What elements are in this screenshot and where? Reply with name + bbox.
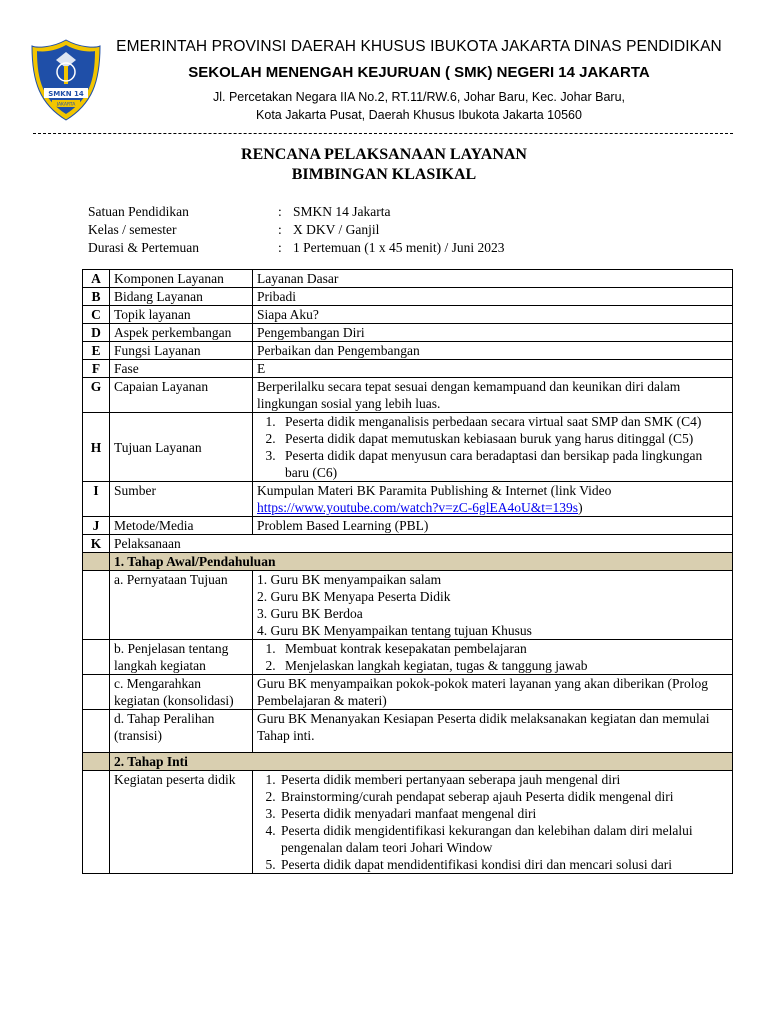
table-row <box>83 482 733 517</box>
row-value: Siapa Aku? <box>253 306 733 324</box>
letterhead-line-1: EMERINTAH PROVINSI DAERAH KHUSUS IBUKOTA JAKARTA DINAS PENDIDIKAN <box>116 38 722 55</box>
row-label: Tujuan Layanan <box>110 413 253 482</box>
info-sep: : <box>278 240 282 255</box>
row-value-list <box>253 413 733 482</box>
table-row <box>83 324 733 342</box>
step-value: Guru BK menyampaikan pokok-pokok materi layanan yang akan diberikan (Prolog Pembelajaran & materi) <box>253 675 733 710</box>
info-value: SMKN 14 Jakarta <box>293 204 391 219</box>
empty-cell <box>83 640 110 675</box>
step-value <box>253 571 733 640</box>
row-letter: F <box>83 360 110 378</box>
list-item: 3. Peserta didik dapat menyusun cara beradaptasi dan bersikap pada lingkungan baru (C6) <box>279 447 728 481</box>
info-value: 1 Pertemuan (1 x 45 menit) / Juni 2023 <box>293 240 505 255</box>
row-letter: I <box>83 482 110 517</box>
section-title: 2. Tahap Inti <box>110 753 733 771</box>
row-label: Capaian Layanan <box>110 378 253 413</box>
list-item: 1. Membuat kontrak kesepakatan pembelajaran <box>279 640 728 657</box>
letterhead-school-name: SEKOLAH MENENGAH KEJURUAN ( SMK) NEGERI 14 JAKARTA <box>188 64 650 81</box>
video-link[interactable]: https://www.youtube.com/watch?v=zC-6glEA4oU&t=139s <box>257 500 579 515</box>
section-header-awal <box>83 553 733 571</box>
info-sep: : <box>278 204 282 219</box>
row-label: Topik layanan <box>110 306 253 324</box>
logo-subtext: JAKARTA <box>56 102 76 108</box>
row-value: Perbaikan dan Pengembangan <box>253 342 733 360</box>
row-label: Fungsi Layanan <box>110 342 253 360</box>
list-item: 2. Guru BK Menyapa Peserta Didik <box>257 589 451 604</box>
table-row <box>83 306 733 324</box>
info-key: Kelas / semester <box>88 222 177 237</box>
step-label: d. Tahap Peralihan (transisi) <box>110 710 253 753</box>
step-value <box>253 771 733 874</box>
section-spacer <box>83 753 110 771</box>
info-key: Durasi & Pertemuan <box>88 240 199 255</box>
table-row <box>83 640 733 675</box>
list-item: 4. Peserta didik mengidentifikasi kekurangan dan kelebihan dalam diri melalui pengenalan dalam teori Johari Window <box>279 822 728 856</box>
table-row <box>83 675 733 710</box>
table-row <box>83 360 733 378</box>
list-item: 1. Peserta didik menganalisis perbedaan secara virtual saat SMP dan SMK (C4) <box>279 413 728 430</box>
tujuan-list <box>257 413 728 481</box>
empty-cell <box>83 710 110 753</box>
row-value: E <box>253 360 733 378</box>
source-close: ) <box>578 500 583 515</box>
info-sep: : <box>278 222 282 237</box>
table-row <box>83 413 733 482</box>
table-row <box>83 517 733 535</box>
list-item: 1. Peserta didik memberi pertanyaan seberapa jauh mengenal diri <box>279 771 728 788</box>
row-letter: C <box>83 306 110 324</box>
row-value <box>253 482 733 517</box>
letterhead-address-2: Kota Jakarta Pusat, Daerah Khusus Ibukota Jakarta 10560 <box>256 108 582 122</box>
row-letter: H <box>83 413 110 482</box>
empty-cell <box>83 675 110 710</box>
logo-text: SMKN 14 <box>48 90 84 98</box>
step-label: a. Pernyataan Tujuan <box>110 571 253 640</box>
source-text: Kumpulan Materi BK Paramita Publishing & Internet (link Video <box>257 483 612 498</box>
document-title: RENCANA PELAKSANAAN LAYANAN <box>241 146 527 163</box>
row-letter: K <box>83 535 110 553</box>
table-row <box>83 710 733 753</box>
row-value: Pengembangan Diri <box>253 324 733 342</box>
row-value: Layanan Dasar <box>253 270 733 288</box>
info-block <box>88 203 688 257</box>
list-item: 3. Guru BK Berdoa <box>257 606 363 621</box>
info-row <box>88 203 688 221</box>
row-label: Bidang Layanan <box>110 288 253 306</box>
empty-cell <box>83 571 110 640</box>
table-row <box>83 571 733 640</box>
langkah-list <box>257 640 728 674</box>
row-label: Metode/Media <box>110 517 253 535</box>
row-letter: B <box>83 288 110 306</box>
section-spacer <box>83 553 110 571</box>
step-value: Guru BK Menanyakan Kesiapan Peserta didik melaksanakan kegiatan dan memulai Tahap inti. <box>253 710 733 753</box>
list-item: 4. Guru BK Menyampaikan tentang tujuan Khusus <box>257 623 532 638</box>
table-row <box>83 270 733 288</box>
school-logo <box>30 38 102 122</box>
row-letter: A <box>83 270 110 288</box>
info-row <box>88 221 688 239</box>
table-row <box>83 342 733 360</box>
list-item: 2. Menjelaskan langkah kegiatan, tugas & tanggung jawab <box>279 657 728 674</box>
row-value: Problem Based Learning (PBL) <box>253 517 733 535</box>
letterhead-address-1: Jl. Percetakan Negara IIA No.2, RT.11/RW.6, Johar Baru, Kec. Johar Baru, <box>212 90 625 104</box>
step-value <box>253 640 733 675</box>
kegiatan-list <box>257 771 728 873</box>
list-item: 2. Peserta didik dapat memutuskan kebiasaan buruk yang harus ditinggal (C5) <box>279 430 728 447</box>
list-item: 3. Peserta didik menyadari manfaat mengenal diri <box>279 805 728 822</box>
row-value: Pribadi <box>253 288 733 306</box>
table-row <box>83 288 733 306</box>
table-row <box>83 535 733 553</box>
table-row <box>83 771 733 874</box>
section-header-inti <box>83 753 733 771</box>
list-item: 5. Peserta didik dapat mendidentifikasi kondisi diri dan mencari solusi dari <box>279 856 728 873</box>
step-label: Kegiatan peserta didik <box>110 771 253 874</box>
row-value: Berperilalku secara tepat sesuai dengan kemampuand dan keunikan diri dalam lingkungan sosial yang lebih luas. <box>253 378 733 413</box>
section-title: 1. Tahap Awal/Pendahuluan <box>110 553 733 571</box>
row-letter: G <box>83 378 110 413</box>
plan-table <box>82 269 733 874</box>
document-subtitle: BIMBINGAN KLASIKAL <box>291 166 477 183</box>
table-row <box>83 378 733 413</box>
row-label: Sumber <box>110 482 253 517</box>
list-item: 2. Brainstorming/curah pendapat seberap ajauh Peserta didik mengenal diri <box>279 788 728 805</box>
empty-cell <box>83 771 110 874</box>
step-label: c. Mengarahkan kegiatan (konsolidasi) <box>110 675 253 710</box>
row-label: Komponen Layanan <box>110 270 253 288</box>
info-value: X DKV / Ganjil <box>293 222 380 237</box>
row-label: Fase <box>110 360 253 378</box>
row-label: Pelaksanaan <box>110 535 733 553</box>
row-label: Aspek perkembangan <box>110 324 253 342</box>
list-item: 1. Guru BK menyampaikan salam <box>257 572 442 587</box>
row-letter: E <box>83 342 110 360</box>
info-row <box>88 239 688 257</box>
row-letter: J <box>83 517 110 535</box>
letterhead-divider <box>33 133 733 134</box>
row-letter: D <box>83 324 110 342</box>
info-key: Satuan Pendidikan <box>88 204 189 219</box>
step-label: b. Penjelasan tentang langkah kegiatan <box>110 640 253 675</box>
